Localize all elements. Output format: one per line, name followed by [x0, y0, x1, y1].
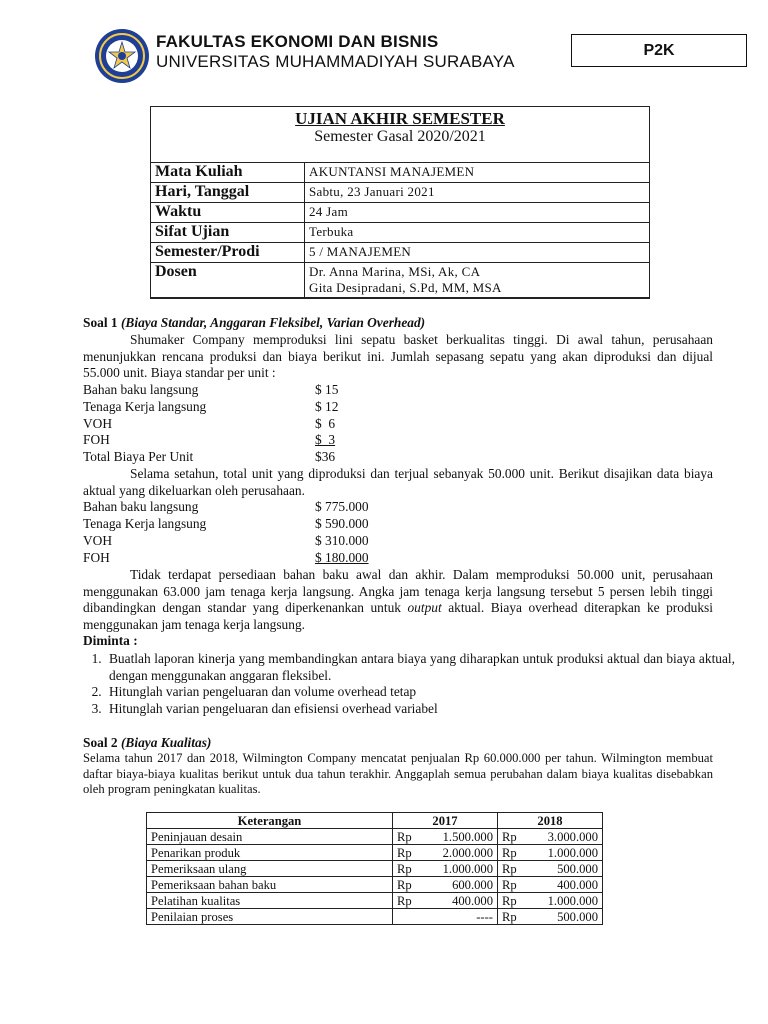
cost-value: $ 590.000 [315, 516, 369, 531]
standard-cost-row [83, 432, 335, 449]
standard-cost-row [83, 416, 335, 433]
currency: Rp [397, 845, 412, 860]
amount: 600.000 [452, 877, 493, 892]
info-row-semester [151, 243, 650, 263]
cost-label: FOH [83, 550, 110, 565]
info-value: 5 / MANAJEMEN [305, 243, 650, 263]
cost-label: FOH [83, 432, 110, 447]
amount: 1.000.000 [442, 861, 493, 876]
task-list [83, 651, 735, 718]
info-row-nature [151, 223, 650, 243]
task-item: 3. Hitunglah varian pengeluaran dan efisiensi overhead variabel [105, 701, 735, 718]
currency: Rp [502, 893, 517, 908]
amount: 400.000 [452, 893, 493, 908]
currency: Rp [502, 861, 517, 876]
cost-item: Peninjauan desain [147, 829, 393, 845]
amount-2017 [393, 829, 498, 845]
exam-subtitle: Semester Gasal 2020/2021 [314, 128, 486, 145]
currency: Rp [502, 877, 517, 892]
cost-label: Tenaga Kerja langsung [83, 516, 207, 531]
cost-item: Penilaian proses [147, 909, 393, 925]
column-header: Keterangan [147, 813, 393, 829]
amount-2018 [498, 861, 603, 877]
cost-label: VOH [83, 533, 113, 548]
exam-title: UJIAN AKHIR SEMESTER [295, 109, 505, 128]
soal1-topic: (Biaya Standar, Anggaran Fleksibel, Varian Overhead) [120, 315, 426, 330]
cost-label: Tenaga Kerja langsung [83, 399, 207, 414]
currency: Rp [397, 861, 412, 876]
document-code: P2K [571, 34, 747, 67]
amount: 400.000 [557, 877, 598, 892]
info-label: Sifat Ujian [151, 223, 305, 243]
currency: Rp [397, 829, 412, 844]
actual-cost-row [83, 516, 369, 533]
info-value: Sabtu, 23 Januari 2021 [305, 183, 650, 203]
amount: 1.500.000 [442, 829, 493, 844]
info-row-lecturer [151, 263, 650, 298]
info-row-date [151, 183, 650, 203]
info-label: Mata Kuliah [151, 163, 305, 183]
info-value: AKUNTANSI MANAJEMEN [305, 163, 650, 183]
soal1-intro: Shumaker Company memproduksi lini sepatu basket berkualitas tinggi. Di awal tahun, perusahaan menunjukkan rencana produksi dan biaya berikut ini. Jumlah sepasang sepatu yang akan diproduksi dan dijual 55.000 unit. Biaya standar per unit : [83, 332, 713, 381]
university-name: UNIVERSITAS MUHAMMADIYAH SURABAYA [156, 52, 515, 71]
cost-value: $ 775.000 [315, 499, 369, 514]
task-item: 1. Buatlah laporan kinerja yang membandingkan antara biaya yang diharapkan untuk produksi aktual dan biaya aktual, dengan menggunakan anggaran fleksibel. [105, 651, 735, 684]
cost-value: $36 [315, 449, 336, 464]
info-row-course [151, 163, 650, 183]
standard-cost-total-row [83, 449, 335, 466]
cost-value: $ 310.000 [315, 533, 369, 548]
column-header: 2017 [393, 813, 498, 829]
cost-label: VOH [83, 416, 113, 431]
cost-value: $ 15 [315, 382, 339, 397]
soal1-closing [83, 567, 713, 634]
column-header: 2018 [498, 813, 603, 829]
soal2-intro: Selama tahun 2017 dan 2018, Wilmington Company mencatat penjualan Rp 60.000.000 per tahun. Wilmington membuat daftar biaya-biaya kualitas berikut untuk dua tahun terakhir. Anggaplah semua perubahan dalam biaya kualitas disebabkan oleh program peningkatan kualitas. [83, 751, 713, 796]
amount: 2.000.000 [442, 845, 493, 860]
standard-cost-row [83, 399, 338, 416]
exam-info-table [150, 162, 650, 298]
amount-2018 [498, 829, 603, 845]
table-row [147, 829, 603, 845]
info-value: Terbuka [305, 223, 650, 243]
amount: 500.000 [557, 909, 598, 924]
university-seal-icon [94, 28, 150, 84]
quality-cost-table [146, 812, 603, 925]
closing-text-end: aktual. Biaya overhead diterapkan ke produksi menggunakan jam tenaga kerja langsung. [83, 600, 713, 633]
currency: Rp [502, 909, 517, 924]
cost-value: $ 6 [315, 416, 336, 431]
closing-text: Tidak terdapat persediaan bahan baku awal dan akhir. Dalam memproduksi 50.000 unit, perusahaan menggunakan 63.000 jam tenaga kerja langsung. Angka jam tenaga kerja langsung tersebut 5 persen lebih tinggi dibandingkan dengan standar yang diperkenankan untuk [83, 567, 713, 616]
info-label: Dosen [151, 263, 305, 298]
table-row [147, 877, 603, 893]
diminta-heading: Diminta : [83, 633, 138, 648]
amount-2017 [393, 861, 498, 877]
amount-2018 [498, 845, 603, 861]
amount: 3.000.000 [547, 829, 598, 844]
actual-cost-row [83, 550, 369, 567]
soal2-number: Soal 2 [83, 735, 118, 750]
actual-cost-row [83, 533, 369, 550]
lecturer-1: Dr. Anna Marina, MSi, Ak, CA [309, 264, 481, 279]
soal2-topic: (Biaya Kualitas) [120, 735, 212, 750]
table-row [147, 845, 603, 861]
info-label: Semester/Prodi [151, 243, 305, 263]
lecturer-2: Gita Desipradani, S.Pd, MM, MSA [309, 280, 502, 295]
info-label: Hari, Tanggal [151, 183, 305, 203]
currency: Rp [502, 845, 517, 860]
closing-italic: output [407, 600, 442, 616]
cost-item: Pemeriksaan bahan baku [147, 877, 393, 893]
amount: ---- [476, 909, 493, 924]
currency: Rp [397, 893, 412, 908]
table-header-row [147, 813, 603, 829]
amount: 1.000.000 [547, 893, 598, 908]
cost-item: Pelatihan kualitas [147, 893, 393, 909]
amount-2018 [498, 893, 603, 909]
cost-value: $ 12 [315, 399, 339, 414]
soal1-number: Soal 1 [83, 315, 118, 330]
cost-value: $ 180.000 [315, 550, 369, 565]
cost-label: Total Biaya Per Unit [83, 449, 194, 464]
table-row [147, 909, 603, 925]
amount-2017 [393, 845, 498, 861]
table-row [147, 861, 603, 877]
amount-2017 [393, 909, 498, 925]
cost-label: Bahan baku langsung [83, 382, 199, 397]
actual-cost-row [83, 499, 369, 516]
exam-info-box [150, 106, 650, 299]
standard-cost-row [83, 382, 338, 399]
cost-label: Bahan baku langsung [83, 499, 199, 514]
info-row-time [151, 203, 650, 223]
table-row [147, 893, 603, 909]
amount-2018 [498, 909, 603, 925]
amount-2018 [498, 877, 603, 893]
soal1-actual-intro: Selama setahun, total unit yang diproduksi dan terjual sebanyak 50.000 unit. Berikut disajikan data biaya aktual yang dikeluarkan oleh perusahaan. [83, 466, 713, 498]
faculty-name: FAKULTAS EKONOMI DAN BISNIS [156, 32, 439, 51]
currency: Rp [397, 877, 412, 892]
soal1-heading [83, 315, 713, 332]
info-value [305, 263, 650, 298]
amount-2017 [393, 893, 498, 909]
info-value: 24 Jam [305, 203, 650, 223]
currency: Rp [502, 829, 517, 844]
amount: 500.000 [557, 861, 598, 876]
amount: 1.000.000 [547, 845, 598, 860]
soal2-heading [83, 735, 713, 752]
cost-item: Pemeriksaan ulang [147, 861, 393, 877]
amount-2017 [393, 877, 498, 893]
cost-value: $ 3 [315, 432, 336, 447]
info-label: Waktu [151, 203, 305, 223]
task-item: 2. Hitunglah varian pengeluaran dan volume overhead tetap [105, 684, 735, 701]
cost-item: Penarikan produk [147, 845, 393, 861]
